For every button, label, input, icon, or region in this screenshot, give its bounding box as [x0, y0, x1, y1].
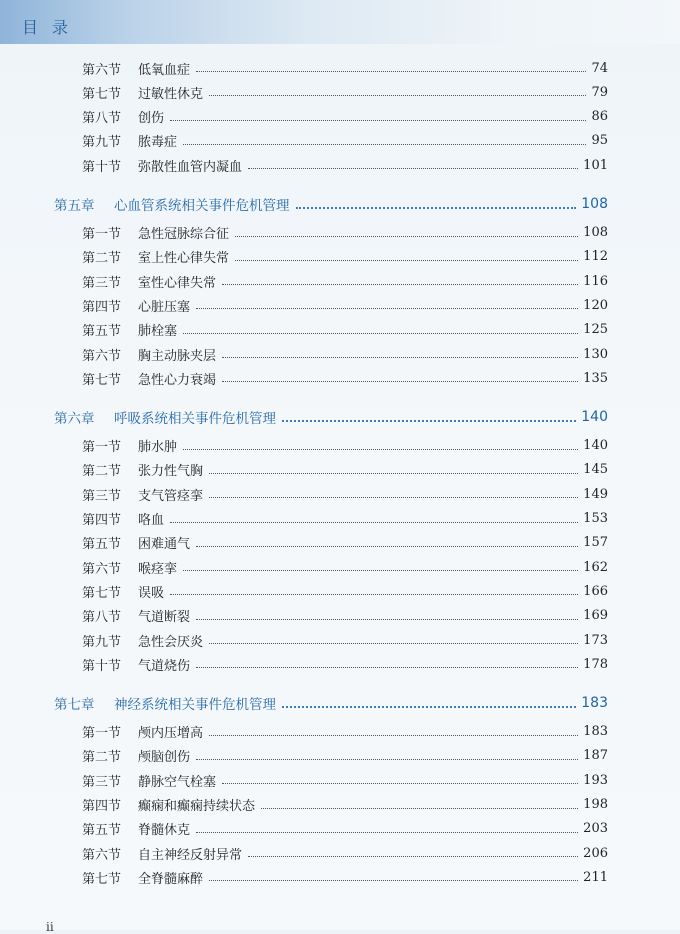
dot-leader	[296, 207, 576, 209]
section-title: 过敏性休克	[138, 86, 204, 102]
section-page: 86	[591, 109, 608, 125]
section-page: 135	[583, 370, 608, 386]
dot-leader	[209, 497, 578, 498]
toc-section[interactable]	[0, 367, 680, 389]
dot-leader	[170, 522, 578, 523]
dot-leader	[196, 71, 586, 72]
section-number: 第九节	[82, 135, 122, 151]
section-number: 第十节	[82, 658, 122, 674]
section-page: 162	[583, 559, 608, 575]
toc-chapter[interactable]	[0, 406, 680, 428]
dot-leader	[282, 706, 576, 708]
section-page: 193	[583, 772, 608, 788]
section-title: 脓毒症	[138, 135, 178, 151]
section-number: 第六节	[82, 561, 122, 577]
toc-section[interactable]	[0, 866, 680, 888]
toc-section[interactable]	[0, 246, 680, 268]
dot-leader	[222, 381, 578, 382]
section-page: 145	[583, 462, 608, 478]
section-number: 第五节	[82, 324, 122, 340]
section-title: 全脊髓麻醉	[138, 871, 204, 887]
section-number: 第一节	[82, 227, 122, 242]
toc-section[interactable]	[0, 508, 680, 530]
section-title: 喉痉挛	[138, 561, 178, 577]
section-number: 第五节	[82, 823, 122, 839]
chapter-number: 第五章	[54, 197, 95, 214]
dot-leader	[235, 236, 578, 237]
chapter-page: 140	[581, 408, 608, 425]
section-number: 第四节	[82, 799, 122, 814]
toc-section[interactable]	[0, 57, 680, 79]
section-number: 第一节	[82, 726, 122, 742]
toc-section[interactable]	[0, 343, 680, 365]
toc-section[interactable]	[0, 294, 680, 316]
section-number: 第六节	[82, 62, 122, 78]
section-page: 116	[583, 273, 608, 289]
dot-leader	[222, 783, 578, 784]
section-number: 第八节	[82, 610, 122, 626]
toc-section[interactable]	[0, 745, 680, 767]
section-title: 颅脑创伤	[138, 750, 191, 766]
section-title: 肺水肿	[138, 440, 178, 456]
section-page: 183	[583, 724, 608, 740]
dot-leader	[209, 473, 578, 474]
section-page: 206	[583, 845, 608, 861]
section-title: 癫痫和癫痫持续状态	[138, 799, 256, 814]
section-number: 第三节	[82, 774, 122, 790]
chapter-page: 183	[581, 694, 608, 711]
section-page: 125	[583, 322, 608, 338]
section-title: 弥散性血管内凝血	[138, 159, 243, 175]
section-page: 169	[583, 608, 608, 624]
section-title: 胸主动脉夹层	[138, 348, 217, 364]
section-title: 自主神经反射异常	[138, 847, 243, 863]
dot-leader	[282, 420, 576, 422]
section-page: 173	[583, 632, 608, 648]
section-page: 130	[583, 346, 608, 362]
toc-section[interactable]	[0, 270, 680, 292]
section-number: 第一节	[82, 440, 122, 456]
dot-leader	[248, 168, 578, 169]
toc-section[interactable]	[0, 130, 680, 152]
section-number: 第六节	[82, 348, 122, 364]
toc-section[interactable]	[0, 818, 680, 840]
section-number: 第四节	[82, 299, 122, 315]
dot-leader	[183, 144, 586, 145]
dot-leader	[196, 759, 578, 760]
section-title: 创伤	[138, 111, 165, 127]
section-title: 急性会厌炎	[138, 634, 204, 650]
toc-section[interactable]	[0, 842, 680, 864]
dot-leader	[261, 808, 578, 809]
section-title: 困难通气	[138, 537, 191, 553]
toc-section[interactable]	[0, 483, 680, 505]
toc-chapter[interactable]	[0, 692, 680, 714]
section-page: 187	[583, 748, 608, 764]
section-title: 静脉空气栓塞	[138, 774, 217, 790]
section-page: 95	[591, 133, 608, 149]
section-number: 第二节	[82, 464, 122, 480]
section-title: 肺栓塞	[138, 324, 178, 340]
section-title: 气道断裂	[138, 610, 191, 626]
section-number: 第二节	[82, 750, 122, 766]
section-page: 74	[591, 60, 608, 76]
section-page: 101	[583, 157, 608, 173]
dot-leader	[222, 357, 578, 358]
section-number: 第四节	[82, 513, 122, 528]
dot-leader	[248, 856, 578, 857]
section-page: 112	[583, 249, 608, 265]
chapter-title: 呼吸系统相关事件危机管理	[114, 410, 276, 427]
section-page: 140	[583, 438, 608, 454]
toc-section[interactable]	[0, 580, 680, 602]
section-number: 第三节	[82, 488, 122, 504]
toc-section[interactable]	[0, 459, 680, 481]
toc-section[interactable]	[0, 605, 680, 627]
section-title: 急性心力衰竭	[138, 372, 217, 388]
section-title: 脊髓休克	[138, 823, 191, 839]
section-number: 第六节	[82, 847, 122, 863]
section-number: 第七节	[82, 585, 122, 601]
section-number: 第五节	[82, 537, 122, 553]
section-page: 149	[583, 486, 608, 502]
page-number: ii	[46, 920, 54, 934]
toc-section[interactable]	[0, 222, 680, 244]
section-page: 211	[583, 869, 608, 885]
section-title: 颅内压增高	[138, 726, 204, 742]
section-number: 第二节	[82, 251, 122, 267]
section-title: 气道烧伤	[138, 658, 191, 674]
section-title: 咯血	[138, 513, 165, 528]
chapter-number: 第七章	[54, 696, 95, 713]
section-number: 第七节	[82, 86, 122, 102]
dot-leader	[196, 308, 578, 309]
dot-leader	[196, 667, 578, 668]
section-title: 低氧血症	[138, 62, 191, 78]
section-number: 第七节	[82, 871, 122, 887]
toc-section[interactable]	[0, 435, 680, 457]
section-page: 120	[583, 297, 608, 313]
chapter-number: 第六章	[54, 410, 95, 427]
chapter-title: 心血管系统相关事件危机管理	[114, 197, 290, 214]
section-title: 误吸	[138, 585, 165, 601]
dot-leader	[170, 594, 578, 595]
dot-leader	[183, 333, 578, 334]
dot-leader	[196, 619, 578, 620]
section-title: 张力性气胸	[138, 464, 204, 480]
toc-section[interactable]	[0, 794, 680, 816]
section-page: 108	[583, 225, 608, 240]
section-page: 203	[583, 821, 608, 837]
chapter-page: 108	[581, 195, 608, 212]
dot-leader	[196, 832, 578, 833]
section-page: 166	[583, 583, 608, 599]
header-title: 目录	[22, 18, 83, 37]
toc-section[interactable]	[0, 154, 680, 176]
toc-section[interactable]	[0, 629, 680, 651]
section-title: 支气管痉挛	[138, 488, 204, 504]
section-title: 室性心律失常	[138, 275, 217, 291]
toc-section[interactable]	[0, 721, 680, 743]
section-number: 第九节	[82, 634, 122, 650]
section-number: 第三节	[82, 275, 122, 291]
toc-section[interactable]	[0, 106, 680, 128]
dot-leader	[196, 546, 578, 547]
toc-section[interactable]	[0, 769, 680, 791]
dot-leader	[209, 880, 578, 881]
section-title: 心脏压塞	[138, 299, 191, 315]
toc-section[interactable]	[0, 319, 680, 341]
dot-leader	[170, 120, 586, 121]
section-page: 157	[583, 535, 608, 551]
dot-leader	[235, 260, 578, 261]
dot-leader	[183, 570, 578, 571]
section-page: 198	[583, 797, 608, 812]
toc-section[interactable]	[0, 556, 680, 578]
toc-chapter[interactable]	[0, 193, 680, 215]
section-title: 室上性心律失常	[138, 251, 230, 267]
chapter-title: 神经系统相关事件危机管理	[114, 696, 276, 713]
section-number: 第七节	[82, 372, 122, 388]
section-title: 急性冠脉综合征	[138, 227, 230, 242]
dot-leader	[222, 284, 578, 285]
toc-section[interactable]	[0, 81, 680, 103]
toc-section[interactable]	[0, 532, 680, 554]
dot-leader	[209, 95, 586, 96]
section-page: 79	[591, 84, 608, 100]
section-number: 第十节	[82, 159, 122, 175]
dot-leader	[209, 735, 578, 736]
section-page: 153	[583, 511, 608, 526]
section-page: 178	[583, 656, 608, 672]
dot-leader	[183, 449, 578, 450]
page-header	[0, 0, 680, 44]
section-number: 第八节	[82, 111, 122, 127]
dot-leader	[209, 643, 578, 644]
toc-section[interactable]	[0, 653, 680, 675]
